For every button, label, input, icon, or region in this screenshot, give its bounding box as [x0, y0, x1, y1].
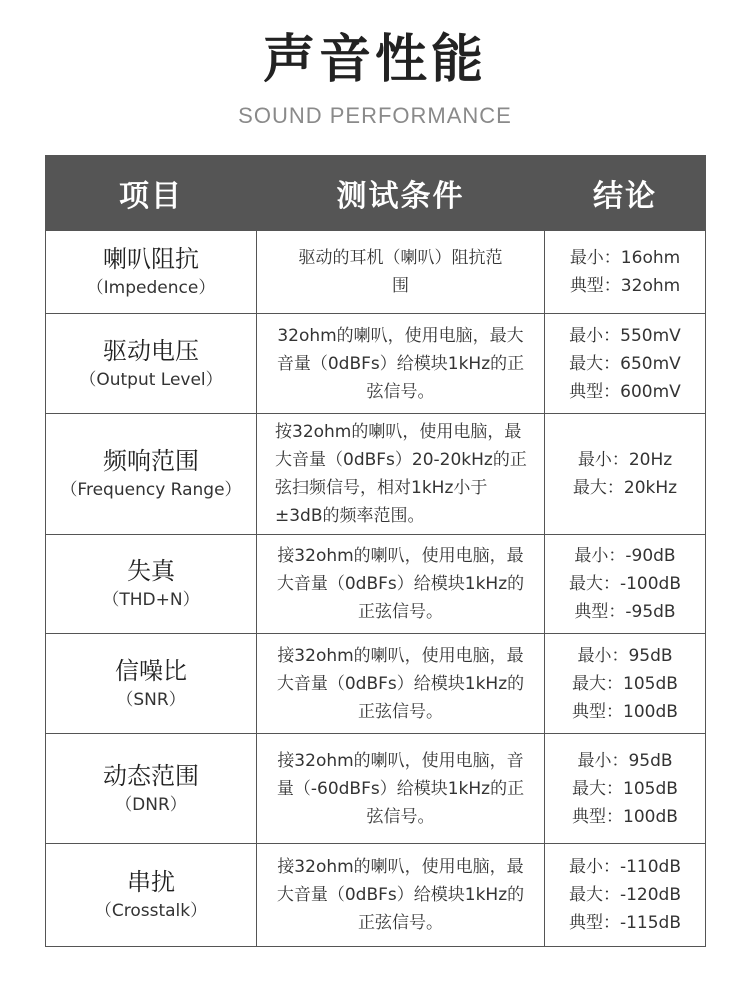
result-line: 最大：105dB — [572, 778, 678, 799]
condition-cell — [257, 634, 545, 734]
sound-performance-table — [45, 155, 706, 947]
condition-text: 接32ohm的喇叭，使用电脑，音量（-60dBFs）给模块1kHz的正弦信号。 — [276, 750, 525, 827]
table-row — [46, 314, 706, 414]
result-line: 最小：95dB — [577, 645, 673, 666]
result-cell — [545, 634, 706, 734]
result-cell — [545, 231, 706, 314]
item-name: 串扰 — [127, 868, 175, 896]
result-line: 典型：-95dB — [574, 602, 676, 622]
condition-text: 接32ohm的喇叭，使用电脑，最大音量（0dBFs）给模块1kHz的正弦信号。 — [276, 645, 525, 722]
table-row — [46, 734, 706, 844]
result-line: 最小：-110dB — [568, 857, 682, 877]
condition-cell — [257, 231, 545, 314]
item-english-name: （Impedence） — [86, 278, 216, 298]
item-name: 失真 — [127, 557, 175, 585]
condition-text: 按32ohm的喇叭，使用电脑，最大音量（0dBFs）20-20kHz的正弦扫频信号，相对1kHz小于±3dB的频率范围。 — [275, 422, 527, 526]
result-line: 最大：-100dB — [568, 574, 682, 594]
result-line: 最小：550mV — [569, 325, 681, 346]
result-line: 最大：20kHz — [572, 478, 678, 498]
item-cell — [46, 231, 257, 314]
condition-cell — [257, 535, 545, 634]
result-line: 最小：-90dB — [574, 546, 676, 566]
item-name: 信噪比 — [115, 656, 187, 685]
result-line: 最小：16ohm — [569, 248, 681, 268]
condition-cell — [257, 844, 545, 947]
item-english-name: （Crosstalk） — [94, 901, 208, 921]
item-english-name: （Output Level） — [79, 369, 223, 390]
result-line: 最大：105dB — [572, 673, 678, 694]
result-cell — [545, 535, 706, 634]
column-header-result: 结论 — [545, 156, 706, 231]
item-english-name: （SNR） — [116, 689, 186, 710]
table-row — [46, 535, 706, 634]
result-cell — [545, 314, 706, 414]
condition-text: 接32ohm的喇叭，使用电脑，最大音量（0dBFs）给模块1kHz的正弦信号。 — [276, 546, 525, 622]
column-header-condition: 测试条件 — [257, 156, 545, 231]
result-line: 最小：95dB — [577, 750, 673, 771]
condition-cell — [257, 314, 545, 414]
result-line: 典型：100dB — [572, 806, 678, 827]
item-cell — [46, 535, 257, 634]
item-name: 驱动电压 — [103, 336, 199, 365]
result-line: 典型：100dB — [572, 701, 678, 722]
result-cell — [545, 734, 706, 844]
table-row — [46, 414, 706, 535]
item-name: 喇叭阻抗 — [103, 245, 199, 273]
item-name: 频响范围 — [103, 447, 199, 475]
result-line: 最大：650mV — [569, 353, 681, 374]
item-english-name: （Frequency Range） — [60, 480, 242, 500]
table-row — [46, 634, 706, 734]
condition-text: 32ohm的喇叭，使用电脑，最大音量（0dBFs）给模块1kHz的正弦信号。 — [276, 325, 525, 402]
item-english-name: （DNR） — [115, 794, 187, 815]
item-cell — [46, 414, 257, 535]
condition-cell — [257, 734, 545, 844]
result-line: 最小：20Hz — [577, 450, 673, 470]
table-row — [46, 844, 706, 947]
condition-text: 驱动的耳机（喇叭）阻抗范围 — [298, 248, 503, 296]
condition-text: 接32ohm的喇叭，使用电脑，最大音量（0dBFs）给模块1kHz的正弦信号。 — [276, 857, 525, 933]
page-subtitle: SOUND PERFORMANCE — [238, 103, 512, 128]
result-cell — [545, 844, 706, 947]
table-row — [46, 231, 706, 314]
item-cell — [46, 734, 257, 844]
result-line: 典型：600mV — [569, 381, 681, 402]
page-title: 声音性能 — [262, 30, 487, 90]
item-cell — [46, 844, 257, 947]
result-cell — [545, 414, 706, 535]
result-line: 最大：-120dB — [568, 885, 682, 905]
result-line: 典型：-115dB — [568, 913, 682, 933]
condition-cell — [257, 414, 545, 535]
result-line: 典型：32ohm — [569, 276, 681, 296]
item-english-name: （THD+N） — [102, 590, 200, 610]
item-name: 动态范围 — [103, 761, 199, 790]
item-cell — [46, 634, 257, 734]
column-header-item: 项目 — [46, 156, 257, 231]
table-header-row — [46, 156, 706, 231]
item-cell — [46, 314, 257, 414]
